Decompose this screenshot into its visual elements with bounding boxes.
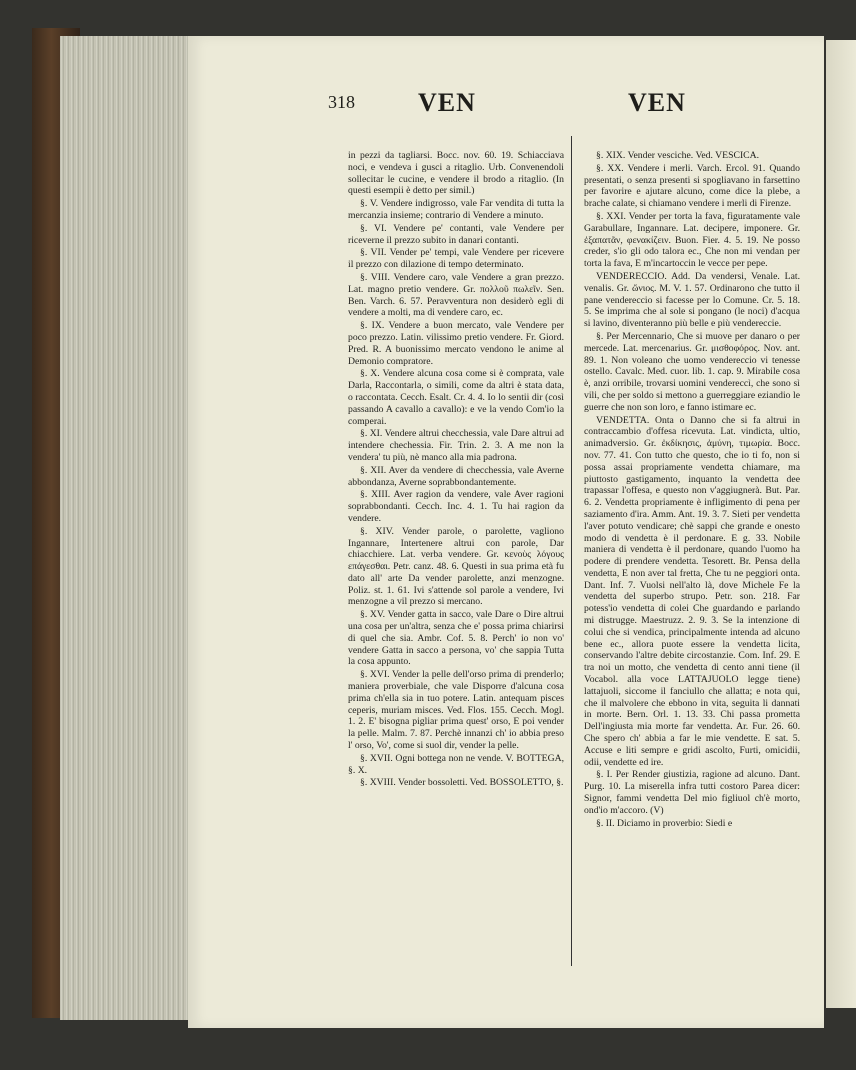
entry-paragraph: §. II. Diciamo in proverbio: Siedi e xyxy=(596,817,733,829)
entry-paragraph: §. XX. Vendere i merli. Varch. Ercol. 91. Quando presentati, o senza presenti si spogliavano in farsettino per favorire e ajutare alcuno, come dice la plebe, a brache calate, si chiamano vendere i merli di Firenze. xyxy=(584,162,800,210)
running-head-right: VEN xyxy=(628,88,686,117)
entry-paragraph: §. V. Vendere indigrosso, vale Far vendita di tutta la mercanzia insieme; contrario di Vendere a minuto. xyxy=(348,198,564,221)
entry-paragraph: §. XVIII. Vender bossoletti. Ved. BOSSOLETTO, §. xyxy=(360,777,564,789)
entry-paragraph: in pezzi da tagliarsi. Bocc. nov. 60. 19. Schiacciava noci, e vendeva i gusci a ritaglio. Urb. Convenendoli sollecitar le cucine, e vendere il brodo a ritaglio. (In questi esempii è detto per simil.) xyxy=(348,150,564,197)
entry-paragraph: §. VIII. Vendere caro, vale Vendere a gran prezzo. Lat. magno pretio vendere. Gr. πολλοῦ πωλεῖν. Sen. Ben. Varch. 6. 57. Peravventura non desiderò egli di vendere a molti, ma di vendere caro, ec. xyxy=(348,271,564,319)
page-number: 318 xyxy=(328,92,355,112)
entry-paragraph: §. XIV. Vender parole, o parolette, vagliono Ingannare, Intertenere altrui con parole, Dar chiacchiere. Lat. verba vendere. Gr. κενοὺς λόγους επάγεσθαι. Petr. canz. 48. 6. Questi in sua prima età fu dato all' arte Da vender parolette, anzi menzogne. Poliz. st. 1. 61. Ivi s'attende sol parole a vendere, Ivi menzogne a vil prezzo si mercano. xyxy=(348,525,564,608)
entry-paragraph: §. IX. Vendere a buon mercato, vale Vendere per poco prezzo. Latin. vilissimo pretio vendere. Fr. Giord. Pred. R. A buonissimo mercato vendono le anime al Demonio compratore. xyxy=(348,320,564,367)
entry-paragraph: VENDETTA. Onta o Danno che si fa altrui in contraccambio d'offesa ricevuta. Lat. vindicta, ultio, animadversio. Gr. ἐκδίκησις, ἀμύνη, τιμωρία. Bocc. nov. 77. 41. Con tutto che questo, che io ti fo, non si possa assai propriamente vendetta chiamare, ma piuttosto gastigamento, inquanto la vendetta dee trapassar l'offesa, e questo non v'aggiugnerà. But. Par. 6. 2. Vendetta propriamente è infligimento di pena per saziamento d'ira. Amm. Ant. 19. 3. 7. Sieti per vendetta l'aver potuto vendicare; chè sappi che grande e onesto modo di vendetta è il perdonare. E g. 33. Nobile maniera di vendetta è il perdonare, quando l'uomo ha podere di prendere vendetta. Tesorett. Br. Pensa della vendetta, E non aver tal fretta, Che tu ne peggiori onta. Dant. Inf. 7. Vuolsi nell'alto là, dove Michele Fe la vendetta del superbo strupo. Petr. son. 218. Far potess'io vendetta di colei Che guardando e parlando mi distrugge. Maestruzz. 2. 9. 3. Se la intenzione di colui che si vendica, principalmente intenda ad alcuno bene ec., allora puote essere la vendetta licita, conservando l'altre debite circostanzie. Com. Inf. 29. E tra noi un motto, che vendetta di cento anni tiene (il Vocabol. alla voce LATTAJUOLO legge tiene) lattajuoli, siccome il fanciullo che allatta; e nota qui, che il malvolere che ebbono in vita, seguita li dannati in morte. Bern. Orl. 1. 13. 33. Chi passa prometta Dell'ingiusta mia morte far vendetta. Ar. Fur. 26. 60. Che spero ch' abbia a far le mie vendette. E sat. 5. Accuse e liti sempre e gridi ascolto, Furti, omicidii, odii, vendette ed ire. xyxy=(584,414,800,768)
right-column xyxy=(584,150,800,980)
entry-paragraph: §. VII. Vender pe' tempi, vale Vendere per ricevere il prezzo con dilazione di tempo determinato. xyxy=(348,247,564,271)
entry-paragraph: §. XII. Aver da vendere di checchessia, vale Averne abbondanza, Averne soprabbondantemente. xyxy=(348,464,564,488)
left-column xyxy=(348,150,564,980)
entry-paragraph: §. XVI. Vender la pelle dell'orso prima di prenderlo; maniera proverbiale, che vale Disporre d'alcuna cosa prima ch'ella sia in tuo potere. Latin. antequam pisces ceperis, muriam misces. Ved. Flos. 155. Cecch. Mogl. 1. 2. E' bisogna pigliar prima quest' orso, E poi vender la pelle. Malm. 7. 87. Perchè innanzi ch' io abbia preso l' orso, Vo', come si suol dir, vender la pelle. xyxy=(348,669,564,752)
entry-paragraph: §. VI. Vendere pe' contanti, vale Vendere per riceverne il prezzo subito in danari contanti. xyxy=(348,222,564,246)
dictionary-page xyxy=(188,36,824,1028)
column-divider xyxy=(571,136,572,966)
running-head-left: VEN xyxy=(418,88,476,117)
entry-paragraph: §. I. Per Render giustizia, ragione ad alcuno. Dant. Purg. 10. La miserella infra tutti costoro Parea dicer: Signor, fammi vendetta Del mio figliuol ch'è morto, ond'io m'accoro. (V) xyxy=(584,769,800,816)
entry-paragraph: §. X. Vendere alcuna cosa come si è comprata, vale Darla, Raccontarla, o simili, come da altri è stata data, o raccontata. Cecch. Esalt. Cr. 4. 4. Io lo sentii dir (così passando A cavallo a cavallo): e ve la vendo Com'io la comperai. xyxy=(348,368,564,427)
entry-paragraph: §. Per Mercennario, Che si muove per danaro o per mercede. Lat. mercenarius. Gr. μισθοφόρος. Nov. ant. 89. 1. Non voleano che uomo vendereccio vi tenesse ostello. Cavalc. Med. cuor. lib. 1. cap. 9. Mirabile cosa è, anzi orribile, trovarsi uomini vendereccì, che sono sì vili, che per soldo si mettono a guerreggiare eziandio le guerre che non son loro, e fanno istimare ec. xyxy=(584,330,800,413)
page-block-edges xyxy=(60,36,192,1020)
entry-paragraph: §. XVII. Ogni bottega non ne vende. V. BOTTEGA, §. X. xyxy=(348,752,564,776)
entry-paragraph: §. XV. Vender gatta in sacco, vale Dare o Dire altrui una cosa per un'altra, senza che e' possa prima chiarirsi di quel che sia. Ambr. Cof. 5. 8. Perch' io non vo' vendere Gatta in sacco a persona, vo' che sappia Tutta la cosa appunto. xyxy=(348,609,564,668)
entry-paragraph: §. XI. Vendere altrui checchessia, vale Dare altrui ad intendere chechessia. Fir. Trin. 2. 3. A me non la vendera' tu più, nè manco alla mia padrona. xyxy=(348,428,564,463)
entry-paragraph: §. XIII. Aver ragion da vendere, vale Aver ragioni soprabbondanti. Cecch. Inc. 4. 1. Tu hai ragion da vendere. xyxy=(348,489,564,524)
entry-paragraph: §. XXI. Vender per torta la fava, figuratamente vale Garabullare, Ingannare. Lat. decipere, imponere. Gr. ἐξαπατᾶν, φενακίζειν. Buon. Fier. 4. 5. 19. Ne posso creder, s'io gli odo talora ec., Che non mi vendan per torta la fava, E m'incartoccin le vecce per pepe. xyxy=(584,210,800,270)
facing-page-edge xyxy=(826,40,856,1008)
entry-paragraph: VENDERECCIO. Add. Da vendersi, Venale. Lat. venalis. Gr. ὤνιος. M. V. 1. 57. Ordinarono che tutto il pane vendereccio si facesse per lo Comune. Cr. 5. 18. 5. Se imprima che al sole si pongano (le noci) d'acqua si lavino, diventeranno più belle e più vendereccie. xyxy=(584,270,800,330)
entry-paragraph: §. XIX. Vender vesciche. Ved. VESCICA. xyxy=(596,150,760,161)
page-header xyxy=(188,88,824,118)
